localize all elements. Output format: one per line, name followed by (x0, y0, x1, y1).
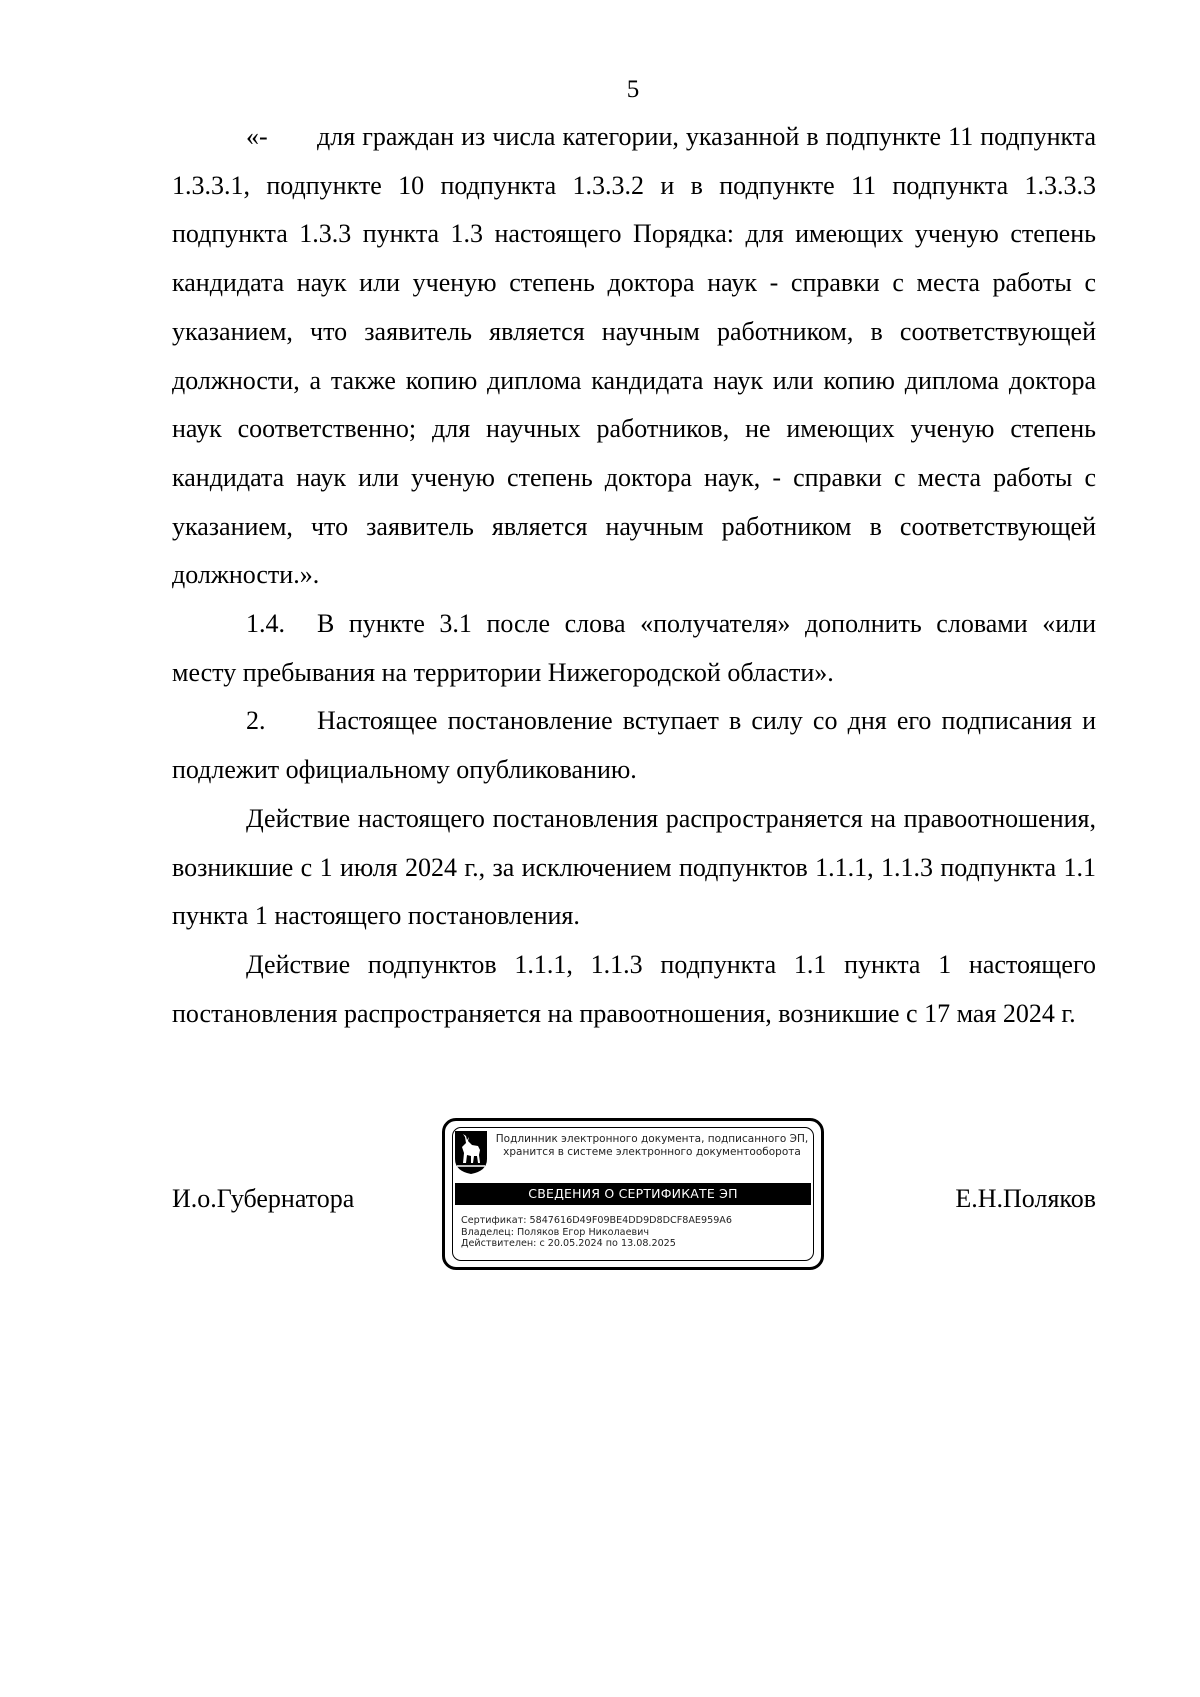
paragraph-categories-clause (172, 113, 1096, 600)
paragraph-text: для граждан из числа категории, указанной в подпункте 11 подпункта 1.3.3.1, подпункте 10 подпункта 1.3.3.2 и в подпункте 11 подпункта 1.3.3.3 подпункта 1.3.3 пункта 1.3 настоящего Порядка: для имеющих ученую степень кандидата наук или ученую степень доктора наук - справки с места работы с указанием, что заявитель является научным работником, в соответствующей должности, а также копию диплома кандидата наук или копию диплома доктора наук соответственно; для научных работников, не имеющих ученую степень кандидата наук или ученую степень доктора наук, - справки с места работы с указанием, что заявитель является научным работником в соответствующей должности.». (172, 122, 1096, 590)
stamp-certificate-bar: СВЕДЕНИЯ О СЕРТИФИКАТЕ ЭП (455, 1183, 811, 1205)
signatory-position: И.о.Губернатора (172, 1184, 355, 1213)
stamp-header-line-2: хранится в системе электронного документооборота (503, 1146, 801, 1158)
certificate-validity: Действителен: с 20.05.2024 по 13.08.2025 (461, 1238, 676, 1249)
stamp-header-line-1: Подлинник электронного документа, подписанного ЭП, (495, 1133, 809, 1145)
stamp-header (493, 1133, 811, 1159)
signatory-name: Е.Н.Поляков (955, 1184, 1096, 1213)
signature-block (172, 1114, 1096, 1284)
stamp-certificate-details (461, 1215, 811, 1250)
paragraph-text: Действие подпунктов 1.1.1, 1.1.3 подпункта 1.1 пункта 1 настоящего постановления распространяется на правоотношения, возникшие с 17 мая 2024 г. (172, 949, 1096, 1028)
paragraph-number: 1.4. (246, 609, 285, 639)
document-body (172, 113, 1096, 1038)
page-number: 5 (626, 76, 640, 103)
paragraph-marker: «- (246, 122, 268, 151)
paragraph-1-4 (172, 600, 1096, 697)
paragraph-effect-july (172, 795, 1096, 941)
paragraph-effect-may (172, 941, 1096, 1038)
paragraph-2 (172, 697, 1096, 794)
paragraph-text: В пункте 3.1 после слова «получателя» дополнить словами «или месту пребывания на территории Нижегородской области». (172, 609, 1096, 687)
certificate-number: Сертификат: 5847616D49F09BE4DD9D8DCF8AE959A6 (461, 1215, 732, 1226)
electronic-signature-stamp (442, 1118, 824, 1270)
paragraph-text: Настоящее постановление вступает в силу со дня его подписания и подлежит официальному опубликованию. (172, 706, 1096, 785)
certificate-owner: Владелец: Поляков Егор Николаевич (461, 1226, 650, 1238)
paragraph-text: Действие настоящего постановления распространяется на правоотношения, возникшие с 1 июля 2024 г., за исключением подпунктов 1.1.1, 1.1.3 подпункта 1.1 пункта 1 настоящего постановления. (172, 803, 1096, 931)
paragraph-number: 2. (246, 706, 266, 736)
deer-emblem-icon (453, 1129, 489, 1175)
